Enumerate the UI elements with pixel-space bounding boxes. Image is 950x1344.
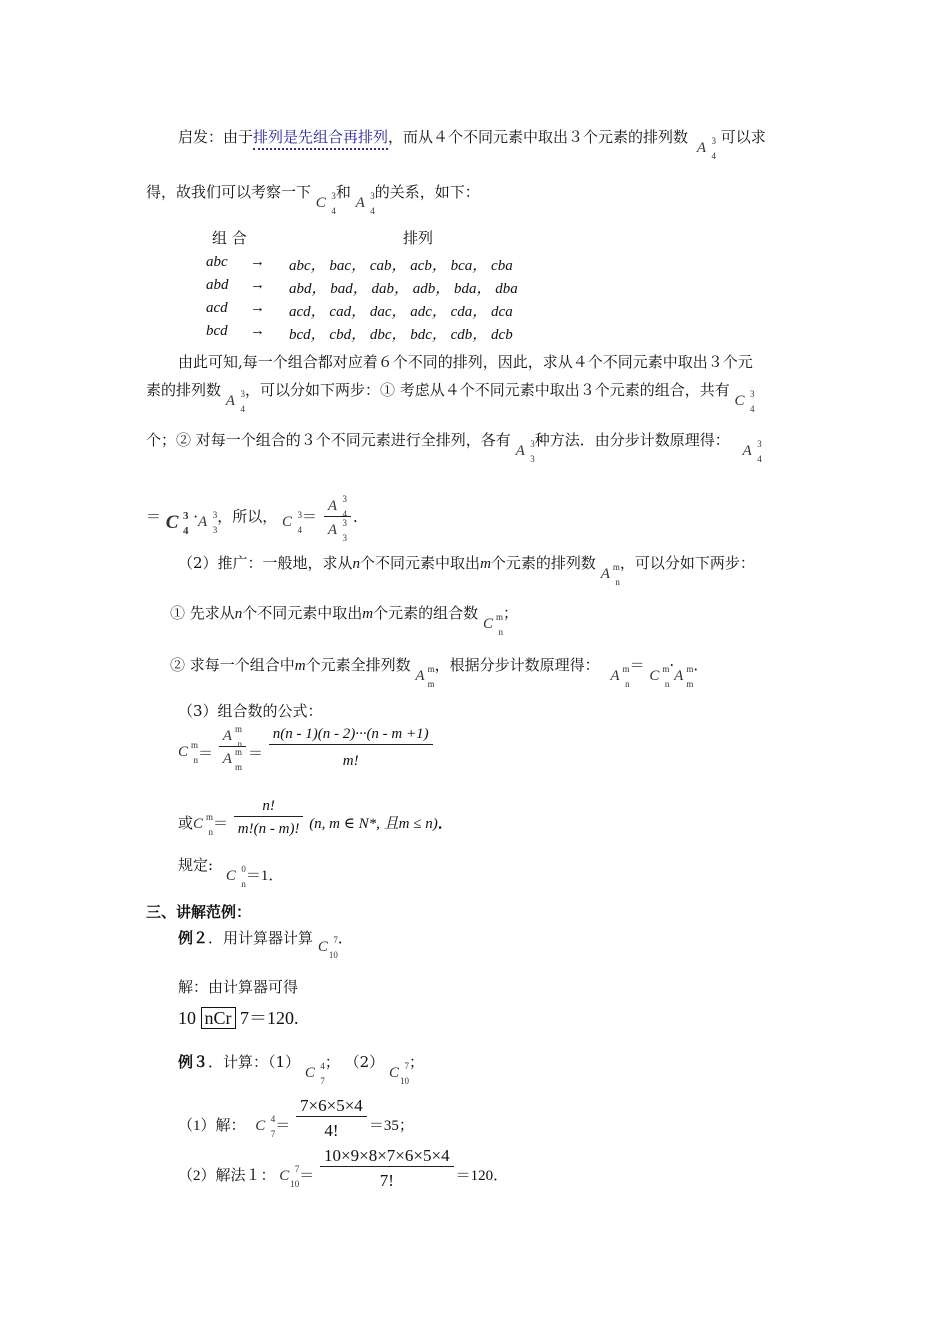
formula-title: （3）组合数的公式： bbox=[178, 702, 323, 720]
calculator-line: 10 nCr 7＝120. bbox=[178, 1008, 299, 1028]
fraction-7654-over-4: $\frac{7\times 6\times 5\times 4}{4!}$ bbox=[296, 1096, 367, 1141]
generalization-line: （2）推广：一般地，求从n个不同元素中取出m个元素的排列数 A m n ，可以分如下两步： bbox=[178, 554, 755, 587]
symbol-Cnm: C m n bbox=[482, 612, 503, 637]
text: 可以求 bbox=[720, 128, 766, 146]
fraction-n-factorial: $\frac{n!}{m!(n - m)!}$ bbox=[234, 796, 304, 839]
symbol-C7-4: C 4 7 bbox=[255, 1113, 276, 1139]
ncr-key: nCr bbox=[201, 1007, 236, 1029]
symbol-C10-7: C 7 10 bbox=[317, 935, 338, 960]
symbol-A33: A 3 3 bbox=[515, 439, 535, 464]
permutation-list: bcd， cbd， dbc， bdc， cdb， dcb bbox=[289, 327, 513, 343]
solution-3-1-line: （1）解： C 4 7 ＝ $\frac{7\times 6\times 5\times 4}{4!}$ ＝35； bbox=[178, 1096, 414, 1140]
inspiration-line-1 bbox=[178, 127, 766, 161]
example-3-line: 例３．计算：（1） C 4 7 ； （2） C 7 10 ； bbox=[178, 1053, 424, 1086]
fraction-Anm-over-Amm: A m n A m m bbox=[219, 726, 246, 769]
combination-formula: C m n ＝ A m n A m m ＝ $\frac{n(n - 1)(n - 2)\cdot\cdot\cdot(n - m +1)}{m!}$ bbox=[178, 738, 435, 771]
permutation-list: abc， bac， cab， acb， bca， cba bbox=[289, 258, 513, 274]
fraction-product-over-m-factorial: $\frac{n(n - 1)(n - 2)\cdot\cdot\cdot(n - m +1)}{m!}$ bbox=[269, 724, 433, 771]
symbol-Cn0: C 0 n bbox=[225, 864, 246, 889]
symbol-C43: C 3 4 bbox=[165, 509, 189, 537]
table-row: abc bbox=[206, 254, 228, 270]
symbol-C10-7: C 7 10 bbox=[388, 1061, 409, 1086]
arrow: → bbox=[250, 254, 265, 270]
permutation-list: acd， cad， dac， adc， cda， dca bbox=[289, 304, 513, 320]
example-2-line: 例２．用计算器计算 C 7 10 ． bbox=[178, 929, 353, 960]
convention-line: 规定: C 0 n ＝1． bbox=[178, 856, 284, 889]
table-header-permutation: 排列 bbox=[403, 229, 434, 247]
table-row: bcd bbox=[206, 323, 228, 339]
symbol-Anm: A m n bbox=[610, 664, 630, 689]
symbol-A43: A 3 4 bbox=[355, 191, 375, 216]
symbol-C43: C 3 4 bbox=[734, 389, 755, 414]
inspiration-line-2: 得，故我们可以考察一下 C 3 4 和 A 3 4 的关系，如下： bbox=[146, 183, 480, 216]
symbol-Cnm: C m n bbox=[649, 664, 670, 689]
arrow: → bbox=[250, 323, 265, 339]
step-2-line: ② 求每一个组合中m个元素全排列数 A m m ，根据分步计数原理得： A m n ＝ C m n ·A m m ． bbox=[170, 656, 709, 689]
fraction-A43-over-A33: A 3 4 A 3 3 bbox=[324, 495, 351, 540]
symbol-C43: C 3 4 bbox=[315, 191, 336, 216]
symbol-A33: A 3 3 bbox=[198, 509, 218, 535]
permutation-list: abd， bad， dab， adb， bda， dba bbox=[289, 281, 518, 297]
solution-2-line: 解：由计算器可得 bbox=[178, 978, 299, 996]
symbol-Cnm: C m n bbox=[178, 739, 199, 765]
paragraph-2-line-1: 由此可知,每一个组合都对应着６个不同的排列，因此，求从４个不同元素中取出３个元 bbox=[178, 353, 753, 371]
paragraph-2-line-2: 素的排列数 A 3 4 ，可以分如下两步：① 考虑从４个不同元素中取出３个元素的组合，共有 C 3 4 bbox=[146, 381, 755, 414]
symbol-Anm: A m n bbox=[600, 562, 620, 587]
text: ，而从４个不同元素中取出３个元素的排列数 bbox=[388, 128, 689, 146]
arrow: → bbox=[250, 277, 265, 293]
symbol-C7-4: C 4 7 bbox=[304, 1061, 325, 1086]
table-header-combination: 组 合 bbox=[212, 229, 247, 247]
table-row: acd bbox=[206, 300, 228, 316]
paragraph-2-line-4: ＝ C 3 4 ·A 3 3 ，所以， C 3 4 ＝ A 3 4 A 3 3 ． bbox=[146, 494, 369, 543]
step-1-line: ① 先求从n个不同元素中取出m个元素的组合数 C m n ； bbox=[170, 604, 518, 637]
highlight-link[interactable]: 排列是先组合再排列 bbox=[253, 128, 388, 150]
condition: (n, m ∈ N*, 且m ≤ n) bbox=[309, 815, 438, 832]
symbol-Amm: A m m bbox=[674, 664, 694, 689]
combination-formula-factorial: 或C m n ＝ $\frac{n!}{m!(n - m)!}$ (n, m ∈ N*, 且m ≤ n)． bbox=[178, 798, 453, 837]
text: 启发：由于 bbox=[178, 128, 254, 146]
fraction-product-over-7: $\frac{10\times 9\times 8\times 7\times 6\times 5\times 4}{7!}$ bbox=[320, 1146, 454, 1191]
symbol-A43: A 3 4 bbox=[742, 439, 762, 464]
symbol-Amm: A m m bbox=[415, 664, 435, 689]
paragraph-2-line-3: 个；② 对每一个组合的３个不同元素进行全排列，各有 A 3 3 种方法．由分步计数原理得： A 3 4 bbox=[146, 431, 762, 464]
section-heading: 三、讲解范例： bbox=[146, 903, 252, 921]
symbol-A43: A 3 4 bbox=[696, 136, 716, 161]
symbol-A43: A 3 4 bbox=[225, 389, 245, 414]
symbol-C43: C 3 4 bbox=[282, 509, 303, 535]
symbol-Cnm: C m n bbox=[193, 811, 214, 837]
solution-3-2-line: （2）解法１： C 7 10 ＝ $\frac{10\times 9\times 8\times 7\times 6\times 5\times 4}{7!}$ ＝120． bbox=[178, 1146, 509, 1190]
table-row: abd bbox=[206, 277, 229, 293]
symbol-C10-7: C 7 10 bbox=[279, 1163, 300, 1189]
arrow: → bbox=[250, 300, 265, 316]
